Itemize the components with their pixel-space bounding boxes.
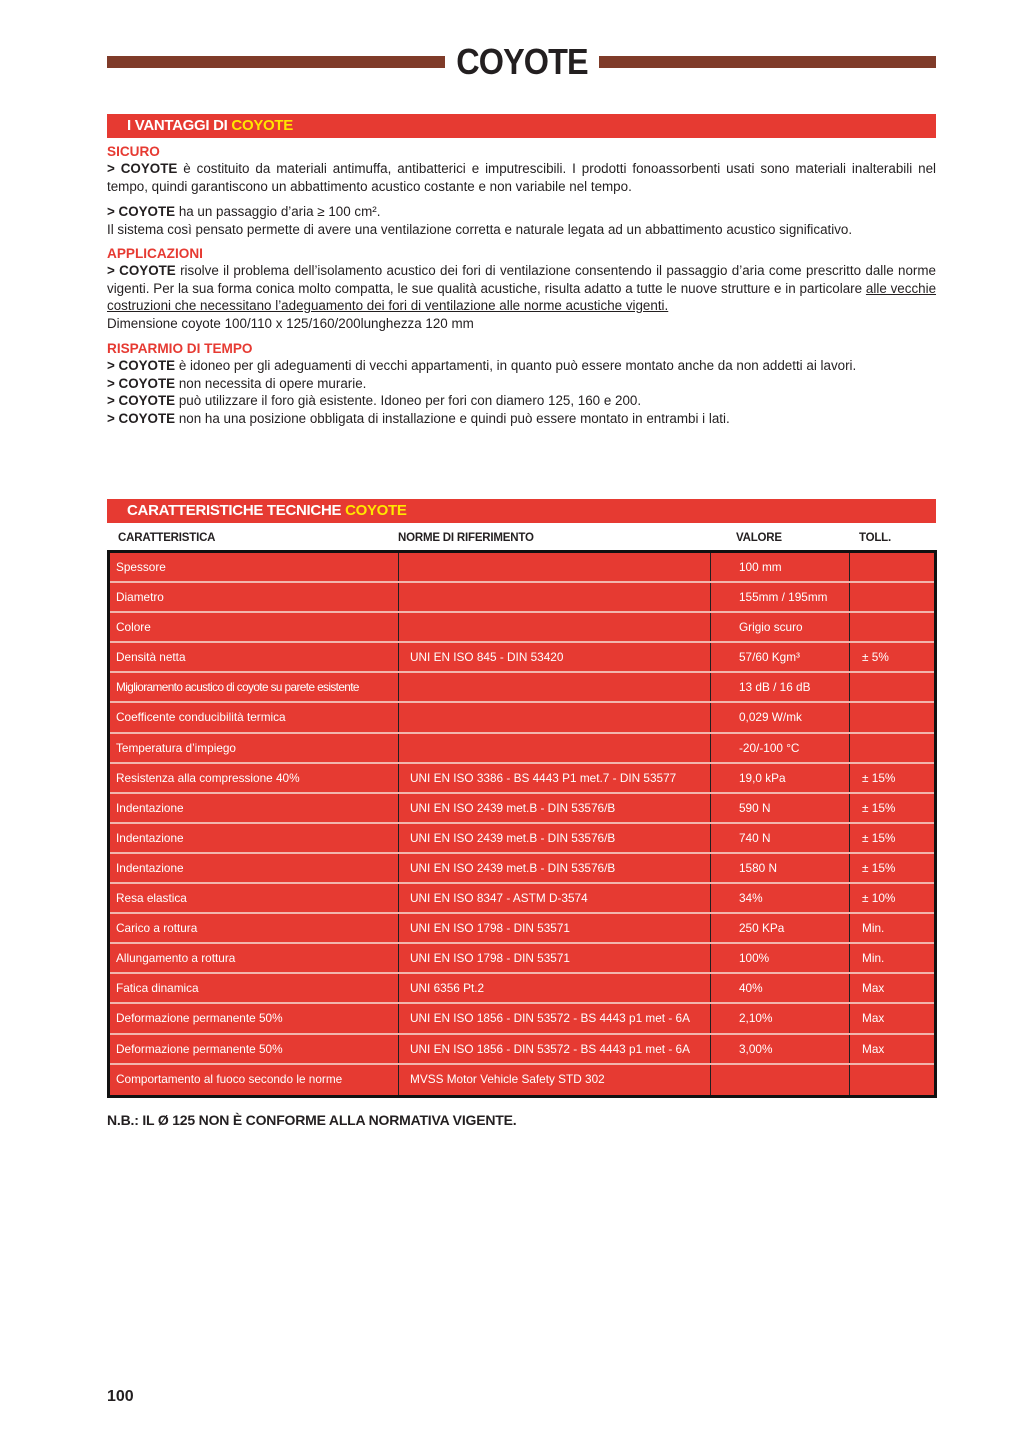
page-number: 100 bbox=[107, 1388, 134, 1405]
cell-norme bbox=[399, 553, 711, 581]
section-title-prefix: I VANTAGGI DI bbox=[127, 117, 232, 134]
table-row bbox=[110, 673, 934, 703]
cell-toll bbox=[850, 734, 934, 762]
cell-caratteristica: Fatica dinamica bbox=[110, 974, 399, 1002]
table-row bbox=[110, 583, 934, 613]
cell-caratteristica: Comportamento al fuoco secondo le norme bbox=[110, 1065, 399, 1095]
product-name: > COYOTE bbox=[107, 358, 176, 374]
cell-valore bbox=[711, 1065, 850, 1095]
cell-norme: UNI EN ISO 845 - DIN 53420 bbox=[399, 643, 711, 671]
table-row bbox=[110, 1004, 934, 1034]
cell-toll bbox=[850, 1065, 934, 1095]
product-name: > COYOTE bbox=[107, 204, 176, 220]
paragraph-text: risolve il problema dell’isolamento acustico dei fori di ventilazione consentendo il passaggio d’aria come prescritto dalle norme vigenti. Per la sua forma conica molto compatta, le sue qualità acustiche, risulta adatto a tutte le nuove strutture e in particolare bbox=[107, 263, 936, 296]
product-name: > COYOTE bbox=[107, 161, 178, 177]
cell-valore: 13 dB / 16 dB bbox=[711, 673, 850, 701]
table-row bbox=[110, 854, 934, 884]
section-title-accent: COYOTE bbox=[345, 502, 407, 519]
cell-caratteristica: Resa elastica bbox=[110, 884, 399, 912]
cell-valore: 40% bbox=[711, 974, 850, 1002]
cell-norme: UNI EN ISO 2439 met.B - DIN 53576/B bbox=[399, 794, 711, 822]
table-row bbox=[110, 734, 934, 764]
item-text: può utilizzare il foro già esistente. Idoneo per fori con diamero 125, 160 e 200. bbox=[175, 393, 642, 409]
cell-valore: 100% bbox=[711, 944, 850, 972]
cell-caratteristica: Allungamento a rottura bbox=[110, 944, 399, 972]
cell-valore: 0,029 W/mk bbox=[711, 703, 850, 731]
column-header-toll: TOLL. bbox=[859, 532, 892, 544]
cell-toll: ± 15% bbox=[862, 830, 896, 845]
column-header-valore: VALORE bbox=[736, 532, 782, 544]
cell-valore: 590 N bbox=[711, 794, 850, 822]
risparmio-item bbox=[107, 357, 936, 374]
cell-toll: ± 10% bbox=[862, 891, 896, 906]
cell-caratteristica: Temperatura d’impiego bbox=[110, 734, 399, 762]
table-row bbox=[110, 1065, 934, 1095]
cell-valore: 1580 N bbox=[711, 854, 850, 882]
cell-valore: 57/60 Kgm³ bbox=[711, 643, 850, 671]
risparmio-item bbox=[107, 410, 936, 427]
cell-norme: UNI EN ISO 1798 - DIN 53571 bbox=[399, 914, 711, 942]
table-row bbox=[110, 944, 934, 974]
cell-caratteristica: Carico a rottura bbox=[110, 914, 399, 942]
cell-norme: UNI EN ISO 1856 - DIN 53572 - BS 4443 p1 met - 6A bbox=[399, 1035, 711, 1063]
cell-valore: 100 mm bbox=[711, 553, 850, 581]
section-header-vantaggi bbox=[107, 114, 936, 138]
sicuro-paragraph-2 bbox=[107, 203, 936, 220]
cell-norme bbox=[399, 613, 711, 641]
item-text: non ha una posizione obbligata di installazione e quindi può essere montato in entrambi i lati. bbox=[175, 410, 730, 426]
cell-toll: ± 15% bbox=[862, 770, 896, 785]
applicazioni-dimensions: Dimensione coyote 100/110 x 125/160/200lunghezza 120 mm bbox=[107, 315, 474, 331]
cell-caratteristica: Resistenza alla compressione 40% bbox=[110, 764, 399, 792]
table-row bbox=[110, 824, 934, 854]
product-name: > COYOTE bbox=[107, 375, 176, 391]
cell-caratteristica: Indentazione bbox=[110, 794, 399, 822]
item-text: non necessita di opere murarie. bbox=[175, 375, 367, 391]
cell-caratteristica: Coefficente conducibilità termica bbox=[110, 703, 399, 731]
cell-toll: ± 15% bbox=[862, 860, 896, 875]
cell-caratteristica: Densità netta bbox=[110, 643, 399, 671]
cell-valore: 19,0 kPa bbox=[711, 764, 850, 792]
cell-caratteristica: Indentazione bbox=[110, 854, 399, 882]
underlined-text: alle vecchie costruzioni che necessitano l’adeguamento dei fori di ventilazione alle norme acustiche vigenti. bbox=[107, 280, 937, 314]
paragraph-text: è costituito da materiali antimuffa, antibatterici e imputrescibili. I prodotti fonoassorbenti usati sono materiali inalterabili nel tempo, quindi garantiscono un abbattimento acustico costante e non variabile nel tempo. bbox=[107, 161, 936, 194]
sicuro-paragraph-3: Il sistema così pensato permette di avere una ventilazione corretta e naturale legata ad un abbattimento acustico significativo. bbox=[107, 221, 853, 237]
product-name: > COYOTE bbox=[107, 263, 176, 279]
table-row bbox=[110, 703, 934, 733]
cell-valore: 34% bbox=[711, 884, 850, 912]
cell-norme: UNI EN ISO 3386 - BS 4443 P1 met.7 - DIN 53577 bbox=[399, 764, 711, 792]
cell-toll bbox=[850, 673, 934, 701]
cell-toll: Min. bbox=[862, 921, 885, 936]
page-title: COYOTE bbox=[455, 41, 588, 82]
footnote: N.B.: IL Ø 125 NON È CONFORME ALLA NORMATIVA VIGENTE. bbox=[107, 1112, 517, 1128]
cell-toll: Max bbox=[862, 1011, 885, 1026]
risparmio-item bbox=[107, 392, 936, 409]
cell-caratteristica: Deformazione permanente 50% bbox=[110, 1035, 399, 1063]
cell-norme: UNI EN ISO 1798 - DIN 53571 bbox=[399, 944, 711, 972]
cell-norme bbox=[399, 734, 711, 762]
cell-norme: UNI EN ISO 2439 met.B - DIN 53576/B bbox=[399, 824, 711, 852]
cell-valore: Grigio scuro bbox=[711, 613, 850, 641]
cell-toll bbox=[850, 703, 934, 731]
product-name: > COYOTE bbox=[107, 393, 176, 409]
heading-sicuro: SICURO bbox=[107, 144, 160, 159]
cell-valore: 250 KPa bbox=[711, 914, 850, 942]
table-row bbox=[110, 974, 934, 1004]
cell-caratteristica: Colore bbox=[110, 613, 399, 641]
column-header-caratteristica: CARATTERISTICA bbox=[118, 532, 216, 544]
cell-toll: ± 15% bbox=[862, 800, 896, 815]
cell-toll bbox=[850, 613, 934, 641]
section-title-accent: COYOTE bbox=[231, 117, 293, 134]
spec-table bbox=[107, 550, 937, 1098]
title-rule-left bbox=[107, 56, 445, 68]
cell-valore: 155mm / 195mm bbox=[711, 583, 850, 611]
table-row bbox=[110, 914, 934, 944]
paragraph-text: ha un passaggio d’aria ≥ 100 cm². bbox=[175, 204, 381, 220]
cell-valore: 740 N bbox=[711, 824, 850, 852]
cell-norme bbox=[399, 703, 711, 731]
title-rule-right bbox=[599, 56, 937, 68]
cell-caratteristica: Indentazione bbox=[110, 824, 399, 852]
table-row bbox=[110, 643, 934, 673]
cell-norme: UNI 6356 Pt.2 bbox=[399, 974, 711, 1002]
page-header bbox=[107, 40, 936, 84]
table-row bbox=[110, 764, 934, 794]
column-header-norme: NORME DI RIFERIMENTO bbox=[398, 532, 534, 544]
sicuro-paragraph-1 bbox=[107, 160, 936, 195]
cell-caratteristica: Miglioramento acustico di coyote su parete esistente bbox=[110, 673, 399, 701]
table-row bbox=[110, 1035, 934, 1065]
section-title-prefix: CARATTERISTICHE TECNICHE bbox=[127, 502, 346, 519]
cell-toll bbox=[850, 583, 934, 611]
vantaggi-body bbox=[107, 143, 936, 427]
cell-toll: ± 5% bbox=[862, 650, 889, 665]
cell-valore: 2,10% bbox=[711, 1004, 850, 1032]
section-header-tecniche bbox=[107, 499, 936, 523]
table-row bbox=[110, 884, 934, 914]
cell-caratteristica: Deformazione permanente 50% bbox=[110, 1004, 399, 1032]
item-text: è idoneo per gli adeguamenti di vecchi appartamenti, in quanto può essere montato anche da non addetti ai lavori. bbox=[175, 358, 857, 374]
table-row bbox=[110, 553, 934, 583]
cell-norme bbox=[399, 673, 711, 701]
cell-caratteristica: Spessore bbox=[110, 553, 399, 581]
cell-toll bbox=[850, 553, 934, 581]
applicazioni-paragraph-1 bbox=[107, 262, 936, 314]
cell-norme: MVSS Motor Vehicle Safety STD 302 bbox=[399, 1065, 711, 1095]
table-row bbox=[110, 613, 934, 643]
product-name: > COYOTE bbox=[107, 410, 176, 426]
cell-toll: Min. bbox=[862, 951, 885, 966]
cell-toll: Max bbox=[862, 981, 885, 996]
cell-valore: 3,00% bbox=[711, 1035, 850, 1063]
cell-caratteristica: Diametro bbox=[110, 583, 399, 611]
risparmio-item bbox=[107, 375, 936, 392]
cell-toll: Max bbox=[862, 1041, 885, 1056]
cell-valore: -20/-100 °C bbox=[711, 734, 850, 762]
table-row bbox=[110, 794, 934, 824]
cell-norme: UNI EN ISO 2439 met.B - DIN 53576/B bbox=[399, 854, 711, 882]
heading-applicazioni: APPLICAZIONI bbox=[107, 246, 203, 262]
cell-norme: UNI EN ISO 8347 - ASTM D-3574 bbox=[399, 884, 711, 912]
cell-norme: UNI EN ISO 1856 - DIN 53572 - BS 4443 p1 met - 6A bbox=[399, 1004, 711, 1032]
cell-norme bbox=[399, 583, 711, 611]
heading-risparmio: RISPARMIO DI TEMPO bbox=[107, 341, 253, 357]
